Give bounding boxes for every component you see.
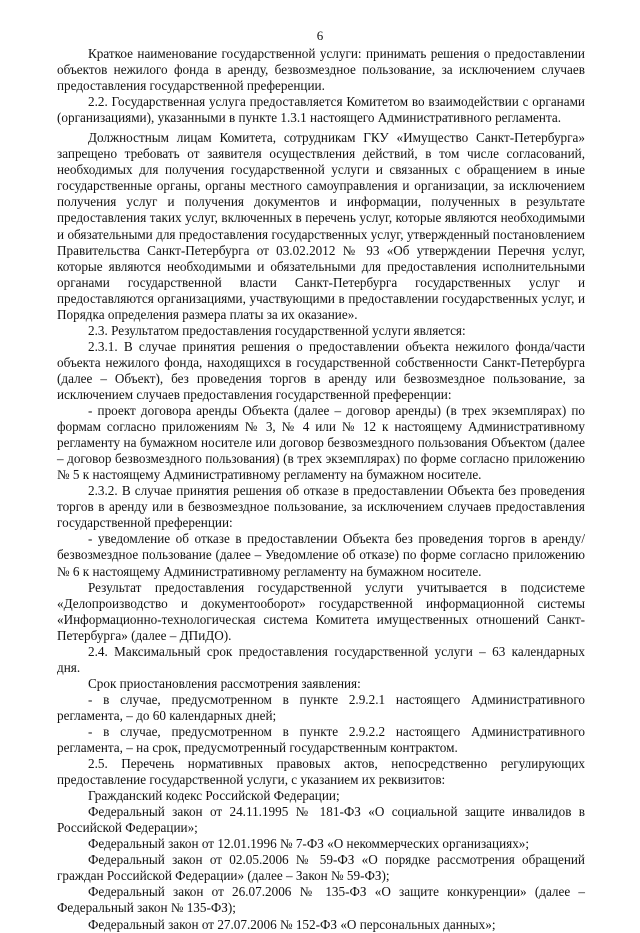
paragraph-law-152: Федеральный закон от 27.07.2006 № 152-ФЗ «О персональных данных»;: [88, 916, 496, 932]
paragraph-suspension-term: Срок приостановления рассмотрения заявления:: [88, 675, 361, 691]
paragraph-law-181: Федеральный закон от 24.11.1995 № 181-ФЗ «О социальной защите инвалидов в Российской Федерации»;: [57, 804, 585, 836]
paragraph-civil-code: Гражданский кодекс Российской Федерации;: [88, 788, 340, 804]
paragraph-2-3-1: 2.3.1. В случае принятия решения о предоставлении объекта нежилого фонда/части объекта нежилого фонда, находящихся в государственной собственности Санкт-Петербурга (далее – Объект), без проведения торгов в аренду или безвозмездное пользование, за исключением случаев предоставления государственной преференции:: [57, 338, 585, 402]
paragraph-2-3-2: 2.3.2. В случае принятия решения об отказе в предоставлении Объекта без проведения торгов в аренду или в безвозмездное пользование, за исключением случаев предоставления государственной преференции:: [57, 483, 585, 531]
paragraph-law-59: Федеральный закон от 02.05.2006 № 59-ФЗ «О порядке рассмотрения обращений граждан Российской Федерации» (далее – Закон № 59-ФЗ);: [57, 852, 585, 884]
paragraph-law-7: Федеральный закон от 12.01.1996 № 7-ФЗ «О некоммерческих организациях»;: [88, 836, 530, 852]
paragraph-service-short-name: Краткое наименование государственной услуги: принимать решения о предоставлении объектов нежилого фонда в аренду, безвозмездное пользование, за исключением случаев предоставления государственной преференции.: [57, 46, 585, 94]
paragraph-2-4: 2.4. Максимальный срок предоставления государственной услуги – 63 календарных дня.: [57, 643, 585, 675]
paragraph-2-3: 2.3. Результатом предоставления государственной услуги является:: [88, 322, 466, 338]
paragraph-2-5: 2.5. Перечень нормативных правовых актов, непосредственно регулирующих предоставление государственной услуги, с указанием их реквизитов:: [57, 756, 585, 788]
paragraph-law-135: Федеральный закон от 26.07.2006 № 135-ФЗ «О защите конкуренции» (далее – Федеральный закон № 135-ФЗ);: [57, 884, 585, 916]
paragraph-refusal-notice: - уведомление об отказе в предоставлении Объекта без проведения торгов в аренду/безвозмездное пользование (далее – Уведомление об отказе) по форме согласно приложению № 6 к настоящему Административному регламенту на бумажном носителе.: [57, 531, 585, 579]
paragraph-result-registration: Результат предоставления государственной услуги учитывается в подсистеме «Делопроизводство и документооборот» государственной информационной системы «Информационно-технологическая система Комитета имущественных отношений Санкт-Петербурга» (далее – ДПиДО).: [57, 579, 585, 643]
paragraph-draft-lease: - проект договора аренды Объекта (далее – договор аренды) (в трех экземплярах) по формам согласно приложениям № 3, № 4 или № 12 к настоящему Административному регламенту на бумажном носителе или договор безвозмездного пользования Объектом (далее – договор безвозмездного пользования) (в трех экземплярах) по форме согласно приложению № 5 к настоящему Административному регламенту на бумажном носителе.: [57, 403, 585, 483]
page-number: 6: [316, 28, 324, 43]
paragraph-officials-prohibition: Должностным лицам Комитета, сотрудникам ГКУ «Имущество Санкт-Петербурга» запрещено требовать от заявителя осуществления действий, в том числе согласований, необходимых для получения государственной услуги и связанных с обращением в иные государственные органы, органы местного самоуправления и организации, за исключением получения услуг и получения документов и информации, полученных в результате предоставления таких услуг, включенных в перечень услуг, которые являются необходимыми и обязательными для предоставления государственных услуг, утвержденный постановлением Правительства Санкт-Петербурга от 03.02.2012 № 93 «Об утверждении Перечня услуг, которые являются необходимыми и обязательными для предоставления исполнительными органами государственной власти Санкт-Петербурга государственных услуг и предоставляются организациями, участвующими в предоставлении государственных услуг, и Порядка определения размера платы за их оказание».: [57, 130, 585, 322]
paragraph-suspension-case-2: - в случае, предусмотренном в пункте 2.9.2.2 настоящего Административного регламента, – на срок, предусмотренный государственным контрактом.: [57, 723, 585, 756]
document-body: [57, 46, 585, 933]
paragraph-2-2: 2.2. Государственная услуга предоставляется Комитетом во взаимодействии с органами (организациями), указанными в пункте 1.3.1 настоящего Административного регламента.: [57, 94, 585, 126]
paragraph-suspension-case-1: - в случае, предусмотренном в пункте 2.9.2.1 настоящего Административного регламента, – до 60 календарных дней;: [57, 691, 585, 723]
